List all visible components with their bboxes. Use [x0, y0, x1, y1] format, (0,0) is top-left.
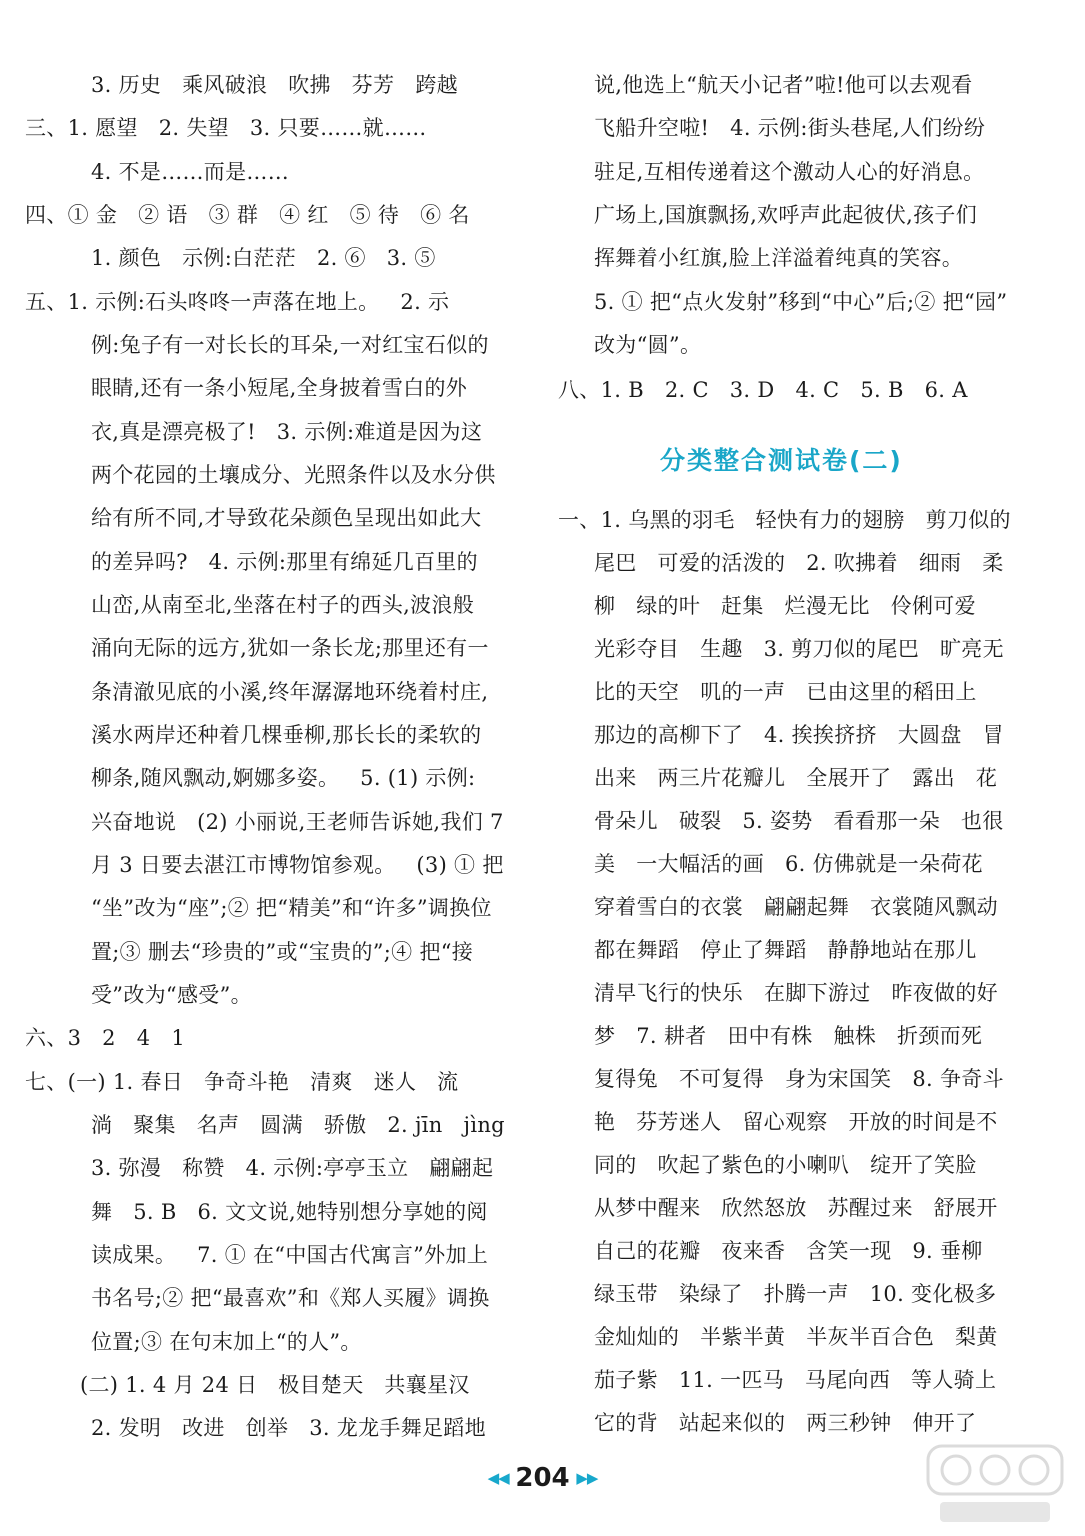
answer-line: 同的 吹起了紫色的小喇叭 绽开了笑脸	[594, 1153, 977, 1177]
answer-line: 书名号;② 把“最喜欢”和《郑人买履》调换	[91, 1286, 490, 1310]
answer-line: 飞船升空啦! 4. 示例:街头巷尾,人们纷纷	[594, 116, 986, 140]
answer-line: 改为“圆”。	[594, 333, 702, 357]
answer-line: 月 3 日要去湛江市博物馆参观。 (3) ① 把	[91, 853, 504, 877]
answer-line: 从梦中醒来 欣然怒放 苏醒过来 舒展开	[594, 1196, 998, 1220]
answer-line: 例:兔子有一对长长的耳朵,一对红宝石似的	[91, 333, 489, 357]
section-title: 分类整合测试卷(二)	[660, 446, 903, 475]
answer-line: 自己的花瓣 夜来香 含笑一现 9. 垂柳	[594, 1239, 983, 1263]
answer-line: 都在舞蹈 停止了舞蹈 静静地站在那儿	[594, 938, 977, 962]
page-number: 204	[515, 1463, 570, 1493]
answer-line: 八、1. B 2. C 3. D 4. C 5. B 6. A	[558, 378, 968, 402]
right-arrows-icon: ▶▶	[576, 1469, 598, 1487]
answer-line: 受”改为“感受”。	[91, 983, 252, 1007]
answer-line: 兴奋地说 (2) 小丽说,王老师告诉她,我们 7	[91, 810, 504, 834]
answer-line: 眼睛,还有一条小短尾,全身披着雪白的外	[91, 376, 468, 400]
answer-line: 3. 弥漫 称赞 4. 示例:亭亭玉立 翩翩起	[91, 1156, 494, 1180]
answer-line: 一、1. 乌黑的羽毛 轻快有力的翅膀 剪刀似的	[558, 508, 1011, 532]
answer-line: 的差异吗? 4. 示例:那里有绵延几百里的	[91, 550, 478, 574]
answer-line: 柳条,随风飘动,婀娜多姿。 5. (1) 示例:	[91, 766, 476, 790]
answer-line: 挥舞着小红旗,脸上洋溢着纯真的笑容。	[594, 246, 964, 270]
answer-line: 它的背 站起来似的 两三秒钟 伸开了	[594, 1411, 977, 1435]
answer-line: 4. 不是……而是……	[91, 160, 290, 184]
answer-line: (二) 1. 4 月 24 日 极目楚天 共襄星汉	[80, 1373, 470, 1397]
answer-line: 广场上,国旗飘扬,欢呼声此起彼伏,孩子们	[594, 203, 978, 227]
answer-line: 骨朵儿 破裂 5. 姿势 看看那一朵 也很	[594, 809, 1004, 833]
answer-line: 五、1. 示例:石头咚咚一声落在地上。 2. 示	[25, 290, 450, 314]
answer-line: 清早飞行的快乐 在脚下游过 昨夜做的好	[594, 981, 998, 1005]
answer-line: 位置;③ 在句末加上“的人”。	[91, 1330, 362, 1354]
answer-line: 舞 5. B 6. 文文说,她特别想分享她的阅	[91, 1200, 488, 1224]
left-arrows-icon: ◀◀	[487, 1469, 509, 1487]
answer-line: 给有所不同,才导致花朵颜色呈现出如此大	[91, 506, 482, 530]
answer-line: 美 一大幅活的画 6. 仿佛就是一朵荷花	[594, 852, 983, 876]
answer-line: 2. 发明 改进 创举 3. 龙龙手舞足蹈地	[91, 1416, 486, 1440]
answer-line: 绿玉带 染绿了 扑腾一声 10. 变化极多	[594, 1282, 997, 1306]
answer-line: 出来 两三片花瓣儿 全展开了 露出 花	[594, 766, 998, 790]
answer-line: 那边的高柳下了 4. 挨挨挤挤 大圆盘 冒	[594, 723, 1004, 747]
watermark-logo	[920, 1440, 1070, 1530]
answer-line: 溪水两岸还种着几棵垂柳,那长长的柔软的	[91, 723, 482, 747]
answer-line: 两个花园的土壤成分、光照条件以及水分供	[91, 463, 496, 487]
answer-line: 金灿灿的 半紫半黄 半灰半百合色 梨黄	[594, 1325, 998, 1349]
answer-line: 四、① 金 ② 语 ③ 群 ④ 红 ⑤ 待 ⑥ 名	[25, 203, 470, 227]
answer-line: 穿着雪白的衣裳 翩翩起舞 衣裳随风飘动	[594, 895, 998, 919]
answer-line: 比的天空 叽的一声 已由这里的稻田上	[594, 680, 977, 704]
answer-line: 山峦,从南至北,坐落在村子的西头,波浪般	[91, 593, 475, 617]
answer-line: 复得兔 不可复得 身为宋国笑 8. 争奇斗	[594, 1067, 1004, 1091]
answer-line: 3. 历史 乘风破浪 吹拂 芬芳 跨越	[91, 73, 458, 97]
answer-line: 七、(一) 1. 春日 争奇斗艳 清爽 迷人 流	[25, 1070, 459, 1094]
answer-line: 六、3 2 4 1	[25, 1026, 186, 1050]
answer-line: 1. 颜色 示例:白茫茫 2. ⑥ 3. ⑤	[91, 246, 436, 270]
answer-line: 三、1. 愿望 2. 失望 3. 只要……就……	[25, 116, 427, 140]
answer-line: 5. ① 把“点火发射”移到“中心”后;② 把“园”	[594, 290, 1008, 314]
answer-line: 说,他选上“航天小记者”啦!他可以去观看	[594, 73, 973, 97]
answer-line: 驻足,互相传递着这个激动人心的好消息。	[594, 160, 985, 184]
answer-line: 光彩夺目 生趣 3. 剪刀似的尾巴 旷亮无	[594, 637, 1004, 661]
answer-line: 淌 聚集 名声 圆满 骄傲 2. jīn jìng	[91, 1113, 505, 1137]
answer-line: 置;③ 删去“珍贵的”或“宝贵的”;④ 把“接	[91, 940, 474, 964]
answer-line: 尾巴 可爱的活泼的 2. 吹拂着 细雨 柔	[594, 551, 1004, 575]
answer-line: 涌向无际的远方,犹如一条长龙;那里还有一	[91, 636, 489, 660]
answer-line: 茄子紫 11. 一匹马 马尾向西 等人骑上	[594, 1368, 997, 1392]
answer-line: “坐”改为“座”;② 把“精美”和“许多”调换位	[91, 896, 492, 920]
answer-line: 条清澈见底的小溪,终年潺潺地环绕着村庄,	[91, 680, 489, 704]
answer-line: 读成果。 7. ① 在“中国古代寓言”外加上	[91, 1243, 489, 1267]
answer-line: 艳 芬芳迷人 留心观察 开放的时间是不	[594, 1110, 998, 1134]
answer-line: 梦 7. 耕者 田中有株 触株 折颈而死	[594, 1024, 983, 1048]
answer-line: 柳 绿的叶 赶集 烂漫无比 伶俐可爱	[594, 594, 976, 618]
answer-line: 衣,真是漂亮极了! 3. 示例:难道是因为这	[91, 420, 483, 444]
